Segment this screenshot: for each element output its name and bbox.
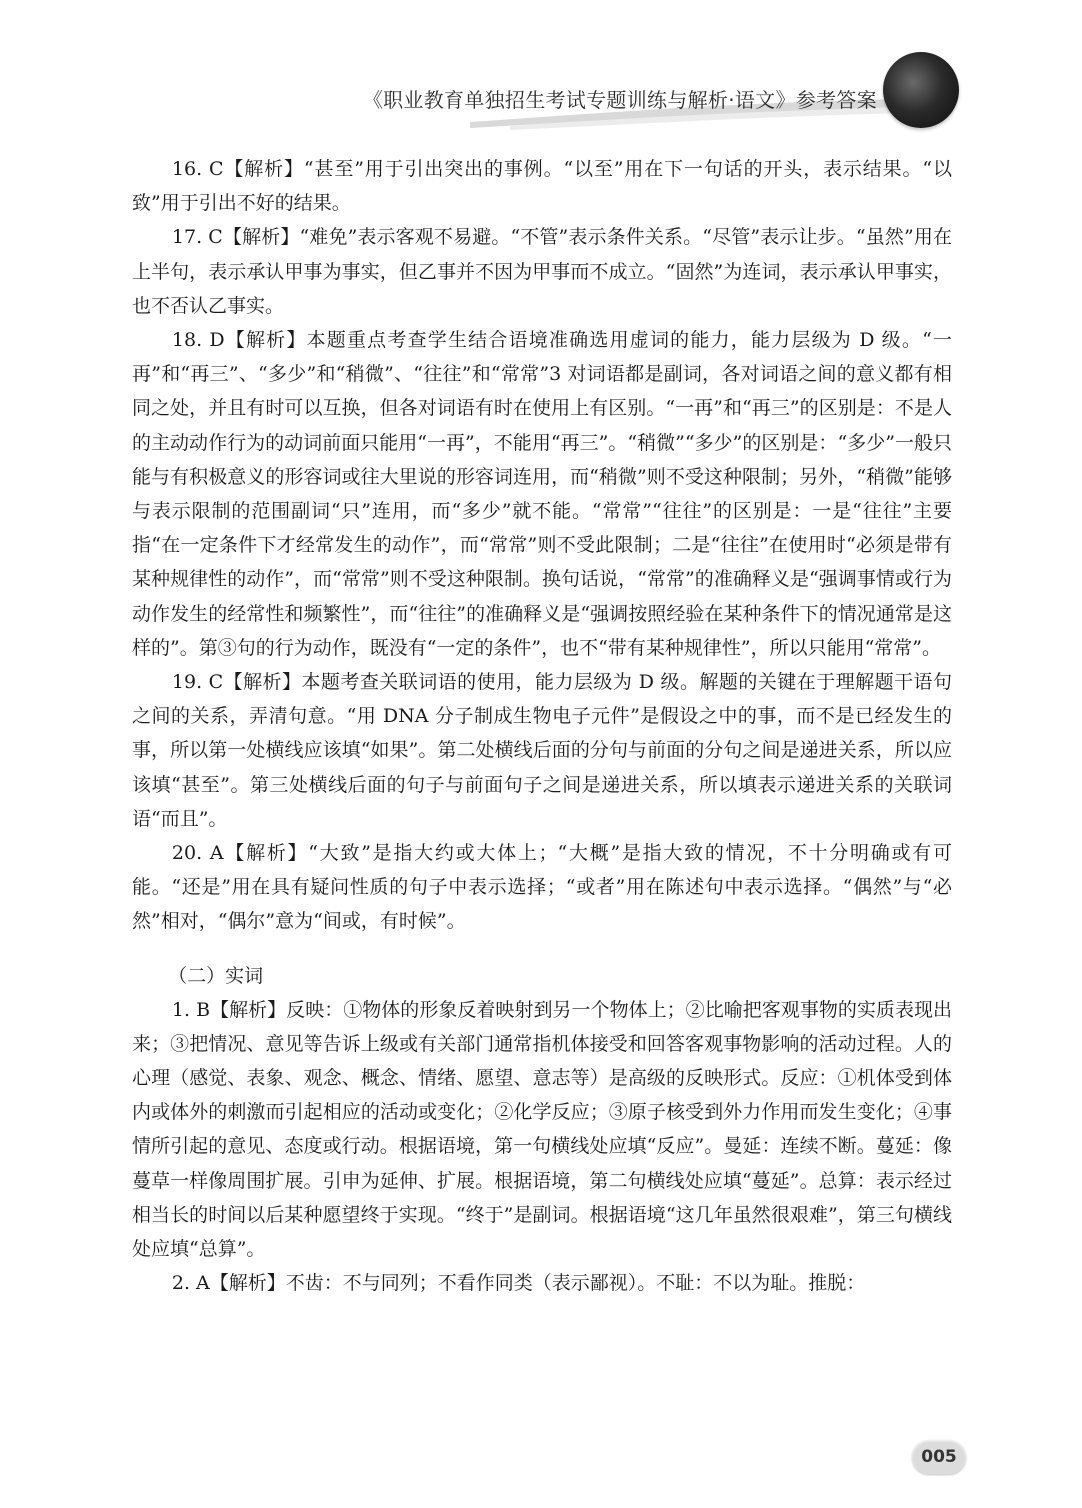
page-number: 005 — [912, 1440, 966, 1474]
answer-paragraph-17: 17. C【解析】“难免”表示客观不易避。“不管”表示条件关系。“尽管”表示让步。“虽然”用在上半句，表示承认甲事为事实，但乙事并不因为甲事而不成立。“固然”为连词，表示承认甲事实，也不否认乙事实。 — [132, 226, 952, 317]
header-disc-decoration — [883, 52, 959, 128]
header-title: 《职业教育单独招生考试专题训练与解析·语文》参考答案 — [362, 88, 877, 112]
answer-paragraph-20: 20. A【解析】“大致”是指大约或大体上；“大概”是指大致的情况，不十分明确或有可能。“还是”用在具有疑问性质的句子中表示选择；“或者”用在陈述句中表示选择。“偶然”与“必然”相对，“偶尔”意为“间或，有时候”。 — [132, 842, 952, 933]
section-heading: （二）实词 — [168, 964, 264, 987]
answer-paragraph-19: 19. C【解析】本题考查关联词语的使用，能力层级为 D 级。解题的关键在于理解题干语句之间的关系，弄清句意。“用 DNA 分子制成生物电子元件”是假设之中的事，而不是已经发生的事，所以第一处横线应该填“如果”。第二处横线后面的分句与前面的分句之间是递进关系，所以应该填“甚至”。第三处横线后面的句子与前面句子之间是递进关系，所以填表示递进关系的关联词语“而且”。 — [132, 671, 952, 830]
answer-paragraph-16: 16. C【解析】“甚至”用于引出突出的事例。“以至”用在下一句话的开头，表示结果。“以致”用于引出不好的结果。 — [132, 158, 952, 215]
answer-paragraph-2: 2. A【解析】不齿：不与同列；不看作同类（表示鄙视）。不耻：不以为耻。推脱： — [171, 1272, 866, 1295]
answer-content — [132, 152, 952, 1301]
answer-paragraph-18: 18. D【解析】本题重点考查学生结合语境准确选用虚词的能力，能力层级为 D 级。“一再”和“再三”、“多少”和“稍微”、“往往”和“常常”3 对词语都是副词，各对词语之间的意义都有相同之处，并且有时可以互换，但各对词语有时在使用上有区别。“一再”和“再三”的区别是：不是人的主动动作行为的动词前面只能用“一再”，不能用“再三”。“稍微”“多少”的区别是：“多少”一般只能与有积极意义的形容词或往大里说的形容词连用，而“稍微”则不受这种限制；另外，“稍微”能够与表示限制的范围副词“只”连用，而“多少”就不能。“常常”“往往”的区别是：一是“往往”主要指“在一定条件下才经常发生的动作”，而“常常”则不受此限制；二是“往往”在使用时“必须是带有某种规律性的动作”，而“常常”则不受这种限制。换句话说，“常常”的准确释义是“强调事情或行为动作发生的经常性和频繁性”，而“往往”的准确释义是“强调按照经验在某种条件下的情况通常是这样的”。第③句的行为动作，既没有“一定的条件”，也不“带有某种规律性”，所以只能用“常常”。 — [132, 329, 952, 659]
page-header — [0, 0, 1082, 140]
answer-paragraph-1: 1. B【解析】反映：①物体的形象反着映射到另一个物体上；②比喻把客观事物的实质表现出来；③把情况、意见等告诉上级或有关部门通常指机体接受和回答客观事物影响的活动过程。人的心理（感觉、表象、观念、概念、情绪、愿望、意志等）是高级的反映形式。反应：①机体受到体内或体外的刺激而引起相应的活动或变化；②化学反应；③原子核受到外力作用而发生变化；④事情所引起的意见、态度或行动。根据语境，第一句横线处应填“反应”。曼延：连续不断。蔓延：像蔓草一样像周围扩展。引申为延伸、扩展。根据语境，第二句横线处应填“蔓延”。总算：表示经过相当长的时间以后某种愿望终于实现。“终于”是副词。根据语境“这几年虽然很艰难”，第三句横线处应填“总算”。 — [132, 998, 952, 1261]
